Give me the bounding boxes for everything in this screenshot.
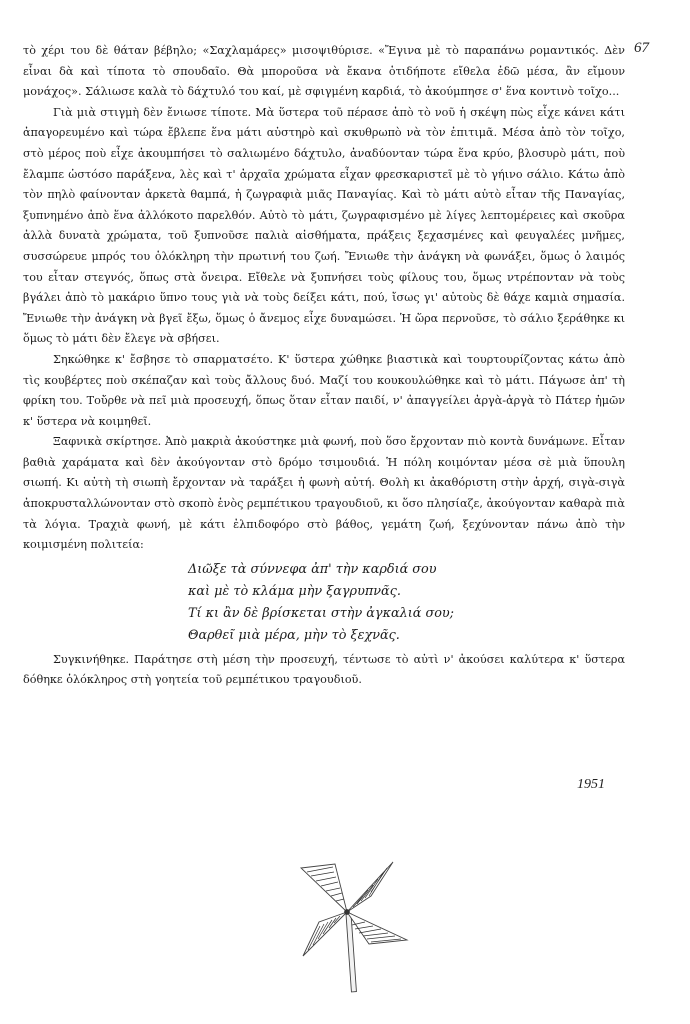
paragraph-2: Γιὰ μιὰ στιγμὴ δὲν ἔνιωσε τίποτε. Μὰ ὕστερα τοῦ πέρασε ἀπὸ τὸ νοῦ ἡ σκέψη πὼς εἶχε κάνει κάτι ἀπαγορευμένο καὶ τώρα ἔβλεπε ἕνα μάτι αὐστηρὸ καὶ σκυθρωπὸ νὰ τὸν ἐπιτιμᾶ. Μέσα ἀπὸ τὸν τοῖχο, στὸ μέρος ποὺ εἶχε ἀκουμπήσει τὸ σαλιωμένο δάχτυλο, ἀναδύονταν τώρα ἕνα κρύο, βλοσυρὸ μάτι, ποὺ ἔλαμπε ὡστόσο παράξενα, λὲς καὶ τ' ἀρχαῖα χρώματα εἶχαν φρεσκαριστεῖ μὲ τὸ γήινο σάλιο. Κάτω ἀπὸ τὸν πηλὸ φαίνονταν ἀρκετὰ θαμπά, ἡ ζωγραφιὰ μιᾶς Παναγίας. Καὶ τὸ μάτι αὐτὸ εἶταν τῆς Παναγίας, ξυπνημένο ἀπὸ ἕνα ἀλλόκοτο παρελθόν. Αὐτὸ τὸ μάτι, ζωγραφισμένο μὲ λίγες λεπτομέρειες καὶ σκοῦρα ἀλλὰ δυνατὰ χρώματα, τοῦ ξυπνοῦσε παλιὰ αἰσθήματα, πράξεις ξεχασμένες καὶ φευγαλέες μνῆμες, συσσώρευε μπρός του ὁλόκληρη τὴν πρωτινή του ζωή. Ἔνιωθε τὴν ἀνάγκη νὰ φωνάξει, ὅμως ὁ λαιμός του εἶταν στεγνός, ὅπως στὰ ὄνειρα. Εἴθελε νὰ ξυπνήσει τοὺς φίλους του, ὅμως ντρέπονταν νὰ τοὺς βγάλει ἀπὸ τὸ μακάριο ὕπνο τους γιὰ νὰ τοὺς δείξει κάτι, πού, ἴσως γι' αὐτοὺς δὲ θάχε καμιὰ σημασία. Ἔνιωθε τὴν ἀνάγκη νὰ βγεῖ ἔξω, ὅμως ὁ ἄνεμος εἶχε δυναμώσει. Ἡ ὥρα περνοῦσε, τὸ σάλιο ξεράθηκε κι ὅμως τὸ μάτι δὲν ἔλεγε νὰ σβήσει.: [23, 105, 625, 346]
closing-paragraph: Συγκινήθηκε. Παράτησε στὴ μέση τὴν προσευχή, τέντωσε τὸ αὐτὶ ν' ἀκούσει καλύτερα κ' ὕστερα δόθηκε ὁλόκληρος στὴ γοητεία τοῦ ρεμπέτικου τραγουδιοῦ.: [23, 652, 625, 687]
pinwheel-icon: [283, 848, 423, 994]
song-verse: [188, 559, 625, 647]
page-number: 67: [634, 40, 649, 56]
paragraph-4: Ξαφνικὰ σκίρτησε. Ἀπὸ μακριὰ ἀκούστηκε μιὰ φωνή, ποὺ ὅσο ἔρχονταν πιὸ κοντὰ δυνάμωνε. Εἶταν βαθιὰ χαράματα καὶ δὲν ἀκούγονταν στὸ δρόμο τσιμουδιά. Ἡ πόλη κοιμόνταν μέσα σὲ μιὰ ὕπουλη σιωπή. Κι αὐτὴ τὴ σιωπὴ ἔρχονταν νὰ ταράξει ἡ φωνὴ αὐτή. Θολὴ κι ἀκαθόριστη στὴν ἀρχή, σιγὰ-σιγὰ ἀποκρυσταλλώνονταν στὸ σκοπὸ ἑνὸς ρεμπέτικου τραγουδιοῦ, κι ὅσο πλησίαζε, ἀκούγονταν καθαρὰ πιὰ τὰ λόγια. Τραχιὰ φωνή, μὲ κάτι ἐλπιδοφόρο στὸ βάθος, γεμάτη ζωή, ξεχύνονταν πάνω ἀπὸ τὴν κοιμισμένη πολιτεία:: [23, 435, 625, 552]
verse-line: Τί κι ἂν δὲ βρίσκεται στὴν ἀγκαλιά σου;: [188, 605, 454, 621]
paragraph-3: Σηκώθηκε κ' ἔσβησε τὸ σπαρματσέτο. Κ' ὕστερα χώθηκε βιαστικὰ καὶ τουρτουρίζοντας κάτω ἀπὸ τὶς κουβέρτες ποὺ σκέπαζαν καὶ τοὺς ἄλλους δυό. Μαζί του κουκουλώθηκε καὶ τὸ μάτι. Πάγωσε ἀπ' τὴ φρίκη του. Τοὔρθε νὰ πεῖ μιὰ προσευχή, ὅπως ὅταν εἶταν παιδί, ν' ἀπαγγείλει ἀργὰ-ἀργὰ τὸ Πάτερ ἡμῶν κ' ὕστερα νὰ κοιμηθεῖ.: [23, 352, 625, 428]
verse-line: Διῶξε τὰ σύννεφα ἀπ' τὴν καρδιά σου: [188, 561, 437, 577]
verse-line: Θαρθεῖ μιὰ μέρα, μὴν τὸ ξεχνᾶς.: [188, 627, 400, 643]
verse-line: καὶ μὲ τὸ κλάμα μὴν ξαγρυπνᾶς.: [188, 583, 401, 599]
paragraph-1: τὸ χέρι του δὲ θάταν βέβηλο; «Σαχλαμάρες» μισοψιθύρισε. «Ἔγινα μὲ τὸ παραπάνω ρομαντικός. Δὲν εἶναι δὰ καὶ τίποτα τὸ σπουδαῖο. Θὰ μποροῦσα νὰ ἔκανα ὁτιδήποτε εἴθελα ἐδῶ μέσα, ἂν εἴμουν μονάχος». Σάλιωσε καλὰ τὸ δάχτυλό του καί, μὲ σφιγμένη καρδιά, τὸ ἀκούμπησε σ' ἕνα κοντινὸ τοῖχο...: [23, 44, 625, 99]
story-text: [23, 41, 625, 691]
year: 1951: [577, 777, 605, 792]
